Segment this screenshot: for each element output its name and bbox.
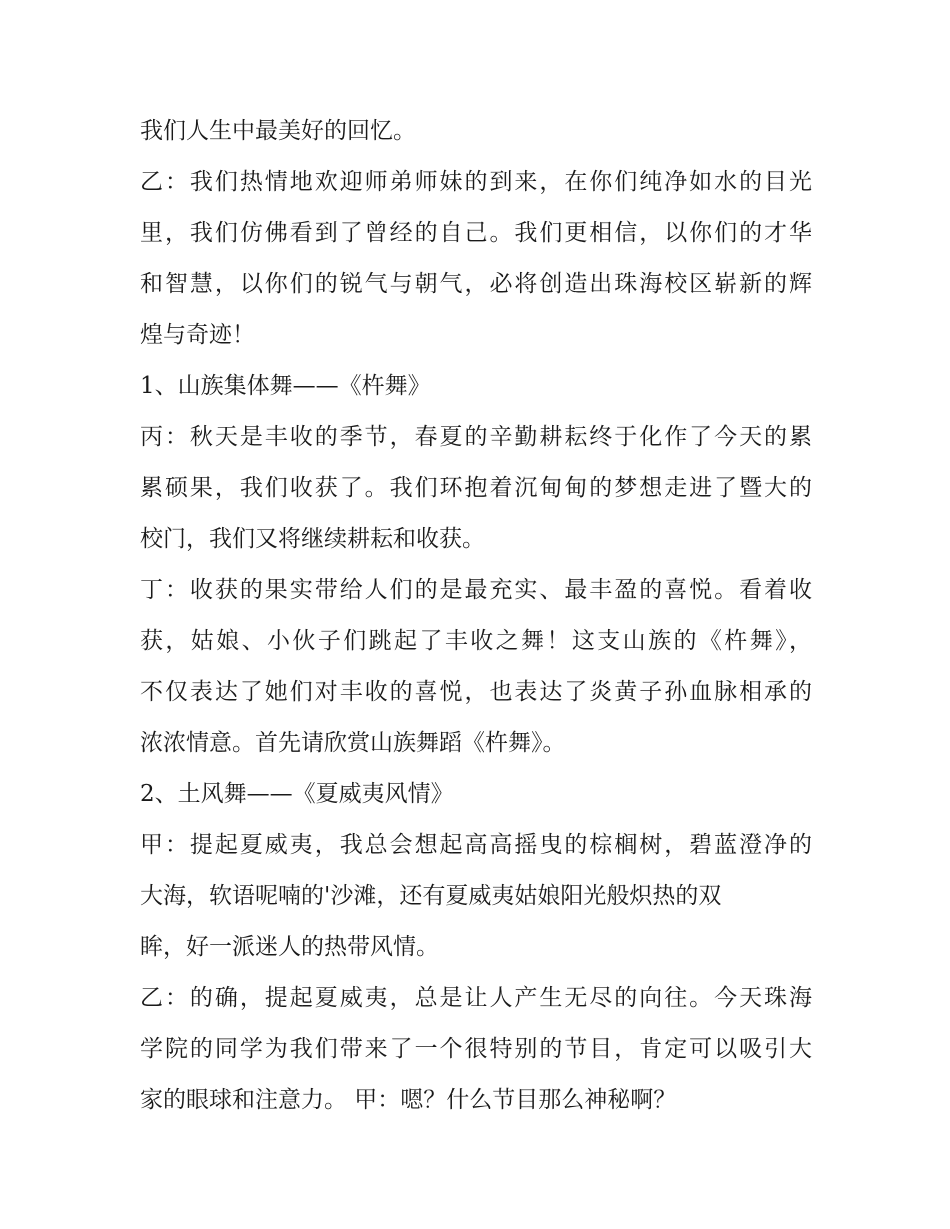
text-line: 大海，软语呢喃的'沙滩，还有夏威夷姑娘阳光般炽热的双 [140, 883, 722, 909]
text-line: 累硕果，我们收获了。我们环抱着沉甸甸的梦想走进了暨大的 [140, 475, 812, 501]
text-line: 乙：的确，提起夏威夷，总是让人产生无尽的向往。今天珠海 [140, 985, 812, 1011]
text-line: 校门，我们又将继续耕耘和收获。 [140, 526, 485, 552]
section-heading: 2、土风舞——《夏威夷风情》 [140, 781, 454, 807]
text-line: 不仅表达了她们对丰收的喜悦，也表达了炎黄子孙血脉相承的 [140, 679, 812, 705]
text-line: 浓浓情意。首先请欣赏山族舞蹈《杵舞》。 [140, 730, 566, 756]
text-line: 和智慧，以你们的锐气与朝气，必将创造出珠海校区崭新的辉 [140, 271, 812, 297]
text-line: 家的眼球和注意力。 甲：嗯？什么节目那么神秘啊？ [140, 1087, 677, 1113]
text-line: 丁：收获的果实带给人们的是最充实、最丰盈的喜悦。看着收 [140, 577, 812, 603]
document-body [140, 106, 812, 1126]
text-line: 获，姑娘、小伙子们跳起了丰收之舞！这支山族的《杵舞》， [140, 628, 812, 654]
text-line: 煌与奇迹！ [140, 322, 255, 348]
text-line: 眸，好一派迷人的热带风情。 [140, 934, 439, 960]
text-line: 丙：秋天是丰收的季节，春夏的辛勤耕耘终于化作了今天的累 [140, 424, 812, 450]
text-line: 学院的同学为我们带来了一个很特别的节目，肯定可以吸引大 [140, 1036, 812, 1062]
text-line: 我们人生中最美好的回忆。 [140, 118, 416, 144]
text-line: 甲：提起夏威夷，我总会想起高高摇曳的棕榈树，碧蓝澄净的 [140, 832, 812, 858]
section-heading: 1、山族集体舞——《杵舞》 [140, 373, 431, 399]
text-line: 里，我们仿佛看到了曾经的自己。我们更相信，以你们的才华 [140, 220, 812, 246]
text-line: 乙：我们热情地欢迎师弟师妹的到来，在你们纯净如水的目光 [140, 169, 812, 195]
